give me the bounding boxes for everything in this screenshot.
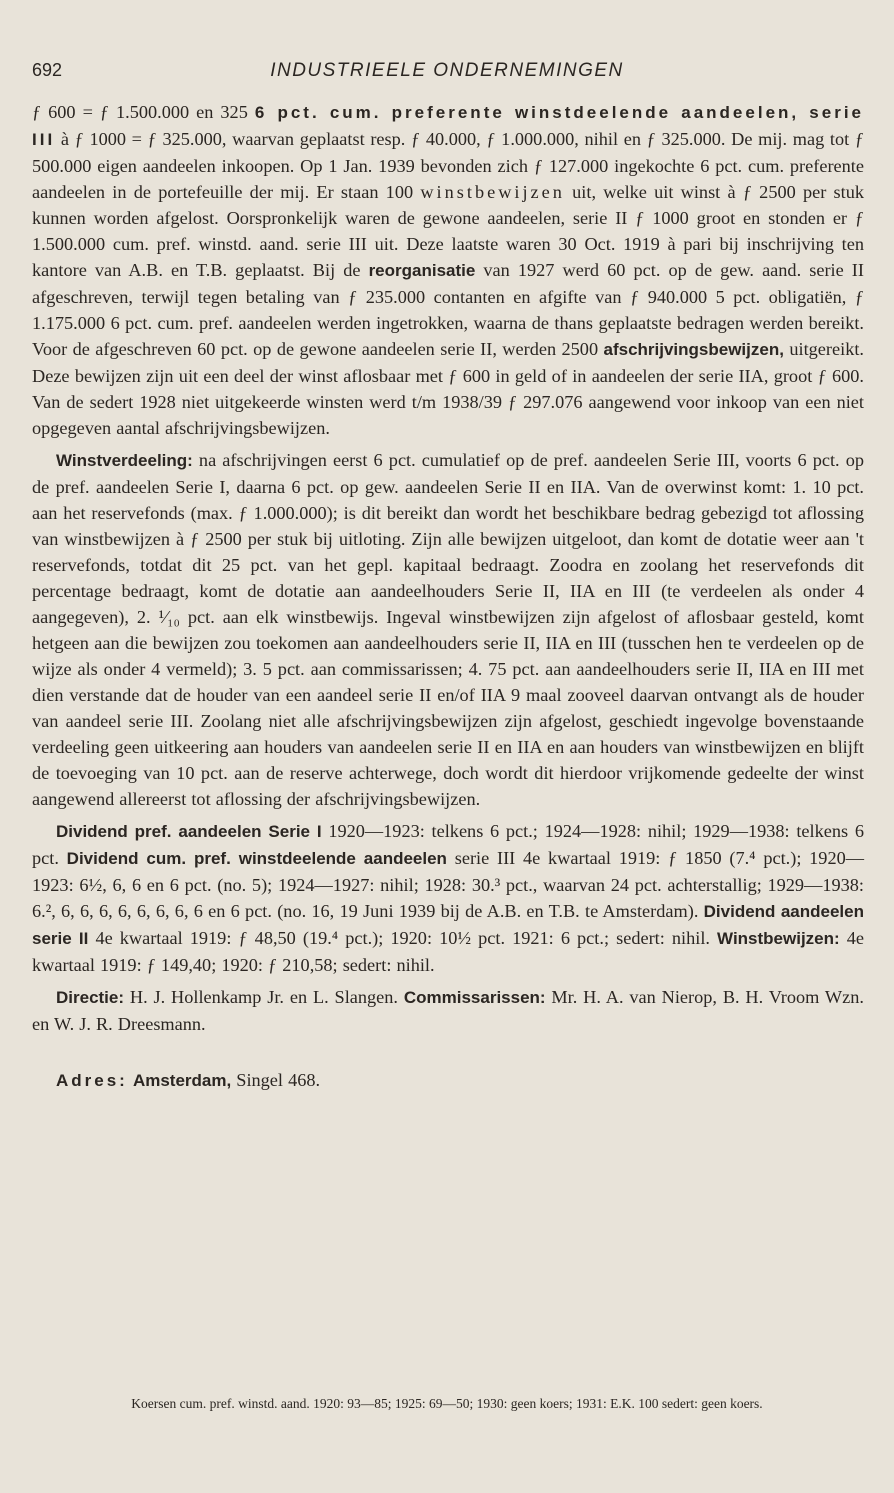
text-segment: 4e kwartaal 1919: ƒ 149,40; 1920: ƒ 210,58; sedert: nihil. [32, 928, 865, 975]
paragraph-capital [32, 99, 864, 441]
page-header [32, 60, 862, 90]
text-segment: uitgereikt. Deze bewijzen zijn uit een deel der winst aflosbaar met ƒ 600 in geld of in aandeelen der serie IIA, groot ƒ 600. Van de sedert 1928 niet uitgekeerde winsten werd t/m 1938/39 ƒ 297.076 aangewend voor inkoop van een niet opgegeven aantal afschrijvingsbewijzen. [32, 339, 864, 438]
text-segment: na afschrijvingen eerst 6 pct. cumulatief op de pref. aandeelen Serie III, voorts 6 pct. op de pref. aandeelen Serie I, daarna 6 pct. op gew. aandeelen Serie II en IIA. Van de overwinst komt: 1. 10 pct. aan het reservefonds (max. ƒ 1.000.000); is dit bereikt dan wordt het beschikbare bedrag gebezigd tot aflossing van winstbewijzen à ƒ 2500 per stuk bij uitloting. Zijn alle bewijzen uitgeloot, dan komt de dotatie weer aan 't reservefonds, totdat dit 25 pct. van het gepl. kapitaal bedraagt. Zoodra en zoolang het reservefonds dit percentage bedraagt, komt de dotatie aan aandeelhouders Serie II, IIA en III (te verdeelen als onder 4 aangegeven), 2. ¹⁄₁₀ pct. aan elk winstbewijs. Ingeval winstbewijzen zijn afgelost of aflosbaar gesteld, komt hetgeen aan die bewijzen zou toekomen aan aandeelhouders serie II, IIA en III (tusschen hen te verdeelen op de wijze als onder 4 vermeld); 3. 5 pct. aan commissarissen; 4. 75 pct. aan aandeelhouders serie II, IIA en III met dien verstande dat de houder van een aandeel serie II en/of IIA 9 maal zooveel daarvan ontvangt als de houder van aandeel serie III. Zoolang niet alle afschrijvingsbewijzen zijn afgelost, geschiedt ingevolge bovenstaande verdeeling geen uitkeering aan houders van aandeelen serie II en IIA en aan houders van winstbewijzen en blijft de toevoeging van 10 pct. aan de reserve achterwege, doch wordt dit hierdoor vrijkomende gedeelte der winst aangewend allereerst tot aflossing der afschrijvingsbewijzen. [32, 450, 864, 809]
paragraph-winstverdeeling [32, 447, 864, 812]
paragraph-directie [32, 984, 864, 1037]
text-segment: Directie: [56, 988, 125, 1007]
text-segment: reorganisatie [368, 261, 476, 280]
text-segment: Commissarissen: [403, 988, 546, 1007]
text-segment: 4e kwartaal 1919: ƒ 48,50 (19.⁴ pct.); 1920: 10½ pct. 1921: 6 pct.; sedert: nihil. [88, 928, 718, 948]
text-segment: Singel 468. [231, 1070, 321, 1090]
text-segment: Dividend aandeelen serie II [32, 902, 864, 948]
text-segment: winstbewijzen [420, 182, 565, 202]
text-segment: uit, welke uit winst à ƒ 2500 per stuk kunnen worden afgelost. Oorspronkelijk waren de gewone aandeelen, serie II ƒ 1000 groot en stonden er ƒ 1.500.000 cum. pref. winstd. aand. serie III uit. Deze laatste waren 30 Oct. 1919 à pari bij inschrijving ten kantore van A.B. en T.B. geplaatst. Bij de [32, 182, 864, 280]
text-segment: serie III 4e kwartaal 1919: ƒ 1850 (7.⁴ pct.); 1920—1923: 6½, 6, 6 en 6 pct. (no. 5); 1924—1927: nihil; 1928: 30.³ pct., waarvan 24 pct. achterstallig; 1929—1938: 6.², 6, 6, 6, 6, 6, 6, 6, 6 en 6 pct. (no. 16, 19 Juni 1939 bij de A.B. en T.B. te Amsterdam). [32, 848, 865, 921]
paragraph-dividend [32, 818, 864, 978]
text-segment: Amsterdam, [132, 1071, 232, 1090]
text-segment: afschrijvingsbewijzen, [603, 340, 784, 359]
text-segment: Winstverdeeling: [56, 451, 193, 470]
text-segment: ƒ 600 = ƒ 1.500.000 en 325 [32, 102, 255, 122]
paragraph-adres [32, 1067, 864, 1094]
text-segment: van 1927 werd 60 pct. op de gew. aand. serie II afgeschreven, terwijl tegen betaling van ƒ 235.000 contanten en afgifte van ƒ 940.000 5 pct. obligatiën, ƒ 1.175.000 6 pct. cum. pref. aandeelen werden ingetrokken, waarna de thans geplaatste bedragen werden bereikt. Voor de afgeschreven 60 pct. op de gewone aandeelen serie II, werden 2500 [32, 260, 864, 359]
text-segment: 1920—1923: telkens 6 pct.; 1924—1928: nihil; 1929—1938: telkens 6 pct. [32, 821, 864, 868]
text-segment: Dividend pref. aandeelen Serie I [56, 822, 322, 841]
text-segment: Winstbewijzen: [717, 929, 840, 948]
text-segment: 6 pct. cum. preferente winstdeelende aandeelen, serie III [32, 103, 864, 149]
footnote-koersen: Koersen cum. pref. winstd. aand. 1920: 93—85; 1925: 69—50; 1930: geen koers; 1931: E.K. 100 sedert: geen koers. [131, 1396, 763, 1411]
text-segment: Mr. H. A. van Nierop, B. H. Vroom Wzn. en W. J. R. Dreesmann. [32, 987, 864, 1034]
text-segment: H. J. Hollenkamp Jr. en L. Slangen. [124, 987, 404, 1007]
body-text [32, 99, 864, 1094]
text-segment: à ƒ 1000 = ƒ 325.000, waarvan geplaatst resp. ƒ 40.000, ƒ 1.000.000, nihil en ƒ 325.000. De mij. mag tot ƒ 500.000 eigen aandeelen inkoopen. Op 1 Jan. 1939 bevonden zich ƒ 127.000 ingekochte 6 pct. cum. preferente aandeelen in de portefeuille der mij. Er staan 100 [32, 129, 864, 202]
text-segment: Adres: [56, 1071, 128, 1090]
page-number: 692 [32, 60, 63, 80]
text-segment: Dividend cum. pref. winstdeelende aandeelen [66, 849, 447, 868]
running-title: INDUSTRIEELE ONDERNEMINGEN [270, 60, 624, 81]
